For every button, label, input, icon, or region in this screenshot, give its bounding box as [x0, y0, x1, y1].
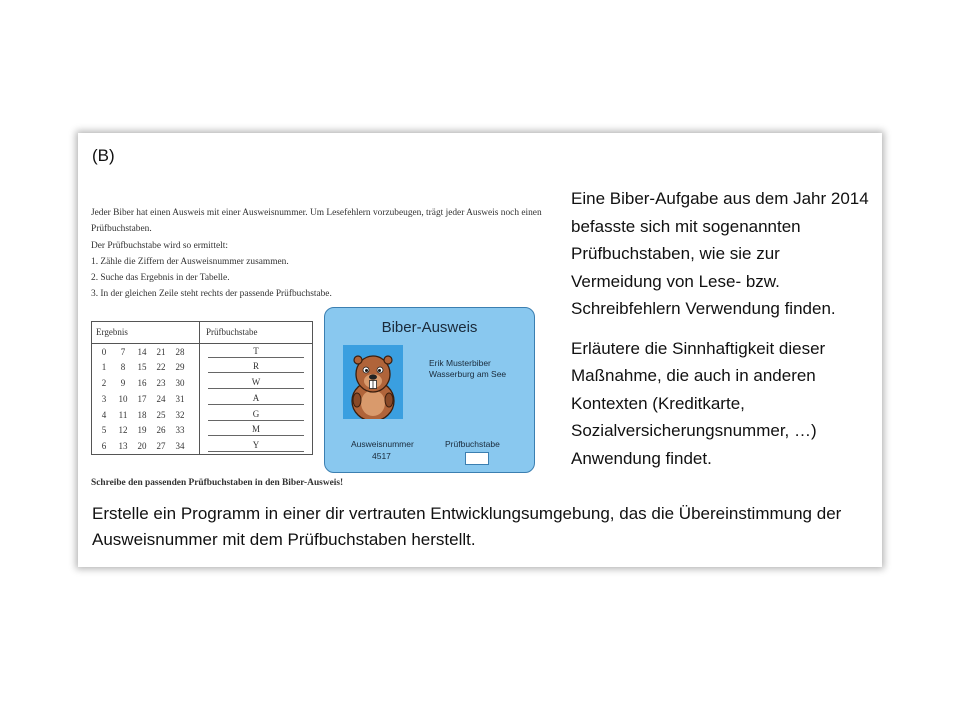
- biber-id-card: [324, 307, 535, 473]
- table-number: 13: [118, 441, 128, 452]
- table-number: 0: [101, 346, 107, 357]
- table-row: [92, 343, 313, 359]
- task-paragraph: Jeder Biber hat einen Ausweis mit einer Ausweisnummer. Um Lesefehlern vorzubeugen, trägt jeder Ausweis noch einen Prüfbuchstaben.: [91, 208, 542, 235]
- beaver-icon: [343, 345, 403, 419]
- table-row: [92, 391, 313, 407]
- table-number: 7: [120, 346, 126, 357]
- side-paragraph: Erläutere die Sinnhaftigkeit dieser Maßnahme, die auch in anderen Kontexten (Kreditkarte, Sozialversicherungsnummer, …) Anwendung findet.: [571, 338, 826, 468]
- card-holder: [429, 358, 506, 380]
- table-number: 4: [101, 409, 107, 420]
- table-letter: M: [208, 424, 304, 436]
- check-letter-table: [91, 321, 313, 455]
- table-number: 3: [101, 393, 107, 404]
- table-number: 16: [137, 378, 147, 389]
- table-row: [92, 438, 313, 454]
- table-letter: G: [208, 409, 304, 421]
- table-number: 12: [118, 425, 128, 436]
- table-number: 11: [118, 409, 128, 420]
- table-row: [92, 360, 313, 376]
- table-number: 27: [156, 441, 166, 452]
- table-number: 5: [101, 425, 107, 436]
- table-letter: T: [208, 346, 304, 358]
- task-instruction: Schreibe den passenden Prüfbuchstaben in den Biber-Ausweis!: [91, 478, 344, 488]
- task-step: 1. Zähle die Ziffern der Ausweisnummer zusammen.: [91, 256, 289, 267]
- table-number: 2: [101, 378, 107, 389]
- table-letter: R: [208, 361, 304, 373]
- card-holder-name: Erik Musterbiber: [429, 358, 491, 368]
- table-number: 17: [137, 393, 147, 404]
- table-number: 28: [175, 346, 185, 357]
- table-number: 23: [156, 378, 166, 389]
- table-number: 25: [156, 409, 166, 420]
- side-paragraph: Eine Biber-Aufgabe aus dem Jahr 2014 befasste sich mit sogenannten Prüfbuchstaben, wie sie zur Vermeidung von Lese- bzw. Schreibfehlern Verwendung finden.: [571, 189, 869, 318]
- table-row: [92, 422, 313, 438]
- card-check-label: Prüfbuchstabe: [445, 439, 500, 449]
- table-number: 24: [156, 393, 166, 404]
- table-number: 10: [118, 393, 128, 404]
- table-number: 29: [175, 362, 185, 373]
- table-number: 32: [175, 409, 185, 420]
- table-number: 19: [137, 425, 147, 436]
- card-id-label: Ausweisnummer: [351, 439, 414, 449]
- table-number: 33: [175, 425, 185, 436]
- task-step: 3. In der gleichen Zeile steht rechts der passende Prüfbuchstabe.: [91, 289, 332, 300]
- table-header-letter: Prüfbuchstabe: [200, 322, 313, 344]
- table-number: 22: [156, 362, 166, 373]
- table-number: 6: [101, 441, 107, 452]
- table-number: 20: [137, 441, 147, 452]
- section-label: (B): [92, 146, 115, 165]
- table-letter: Y: [208, 440, 304, 452]
- task-step: 2. Suche das Ergebnis in der Tabelle.: [91, 273, 230, 284]
- card-title: Biber-Ausweis: [381, 319, 478, 336]
- table-number: 34: [175, 441, 185, 452]
- table-number: 21: [156, 346, 166, 357]
- table-number: 14: [137, 346, 147, 357]
- task-description: [91, 205, 551, 303]
- card-holder-city: Wasserburg am See: [429, 369, 507, 379]
- table-number: 30: [175, 378, 185, 389]
- table-number: 31: [175, 393, 185, 404]
- table-letter: A: [208, 393, 304, 405]
- card-id-value: 4517: [372, 451, 391, 461]
- slide-card: [78, 133, 882, 567]
- table-number: 26: [156, 425, 166, 436]
- table-header-result: Ergebnis: [92, 322, 200, 344]
- table-number: 9: [120, 378, 126, 389]
- table-number: 1: [101, 362, 107, 373]
- table-row: [92, 375, 313, 391]
- table-letter: W: [208, 377, 304, 389]
- check-letter-box[interactable]: [465, 452, 489, 465]
- table-row: [92, 407, 313, 423]
- programming-task: Erstelle ein Programm in einer dir vertrauten Entwicklungsumgebung, das die Übereinstimmung der Ausweisnummer mit dem Prüfbuchstaben herstellt.: [92, 504, 842, 549]
- table-number: 8: [120, 362, 126, 373]
- task-paragraph: Der Prüfbuchstabe wird so ermittelt:: [91, 240, 228, 251]
- side-description: [571, 185, 871, 472]
- table-number: 15: [137, 362, 147, 373]
- table-number: 18: [137, 409, 147, 420]
